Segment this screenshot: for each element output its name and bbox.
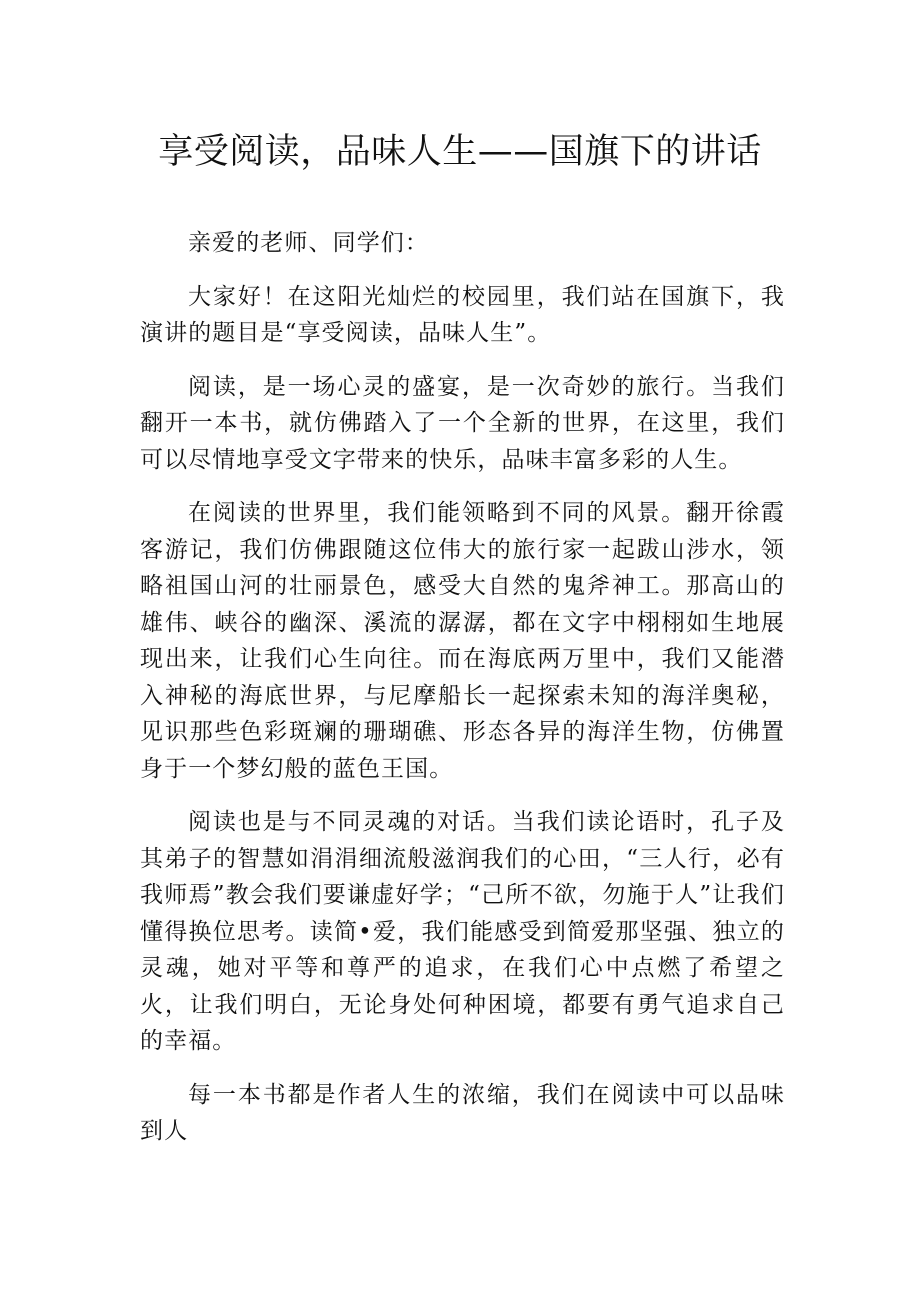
paragraph-intro: 大家好！在这阳光灿烂的校园里，我们站在国旗下，我演讲的题目是“享受阅读，品味人生”。 (140, 283, 785, 346)
paragraph-scenery: 在阅读的世界里，我们能领略到不同的风景。翻开徐霞客游记，我们仿佛跟随这位伟大的旅行家一起跋山涉水，领略祖国山河的壮丽景色，感受大自然的鬼斧神工。那高山的雄伟、峡谷的幽深、溪流的潺潺，都在文字中栩栩如生地展现出来，让我们心生向往。而在海底两万里中，我们又能潜入神秘的海底世界，与尼摩船长一起探索未知的海洋奥秘，见识那些色彩斑斓的珊瑚礁、形态各异的海洋生物，仿佛置身于一个梦幻般的蓝色王国。 (140, 500, 785, 782)
paragraph-life-essence: 每一本书都是作者人生的浓缩，我们在阅读中可以品味到人 (140, 1081, 785, 1144)
document-body (140, 225, 785, 1167)
paragraph-dialogue: 阅读也是与不同灵魂的对话。当我们读论语时，孔子及其弟子的智慧如涓涓细流般滋润我们的心田，“三人行，必有我师焉”教会我们要谦虚好学；“己所不欲，勿施于人”让我们懂得换位思考。读简•爱，我们能感受到简爱那坚强、独立的灵魂，她对平等和尊严的追求，在我们心中点燃了希望之火，让我们明白，无论身处何种困境，都要有勇气追求自己的幸福。 (140, 809, 785, 1054)
paragraph-reading-journey: 阅读，是一场心灵的盛宴，是一次奇妙的旅行。当我们翻开一本书，就仿佛踏入了一个全新的世界，在这里，我们可以尽情地享受文字带来的快乐，品味丰富多彩的人生。 (140, 373, 785, 473)
document-title: 享受阅读，品味人生——国旗下的讲话 (158, 132, 762, 172)
paragraph-greeting: 亲爱的老师、同学们： (188, 230, 429, 256)
